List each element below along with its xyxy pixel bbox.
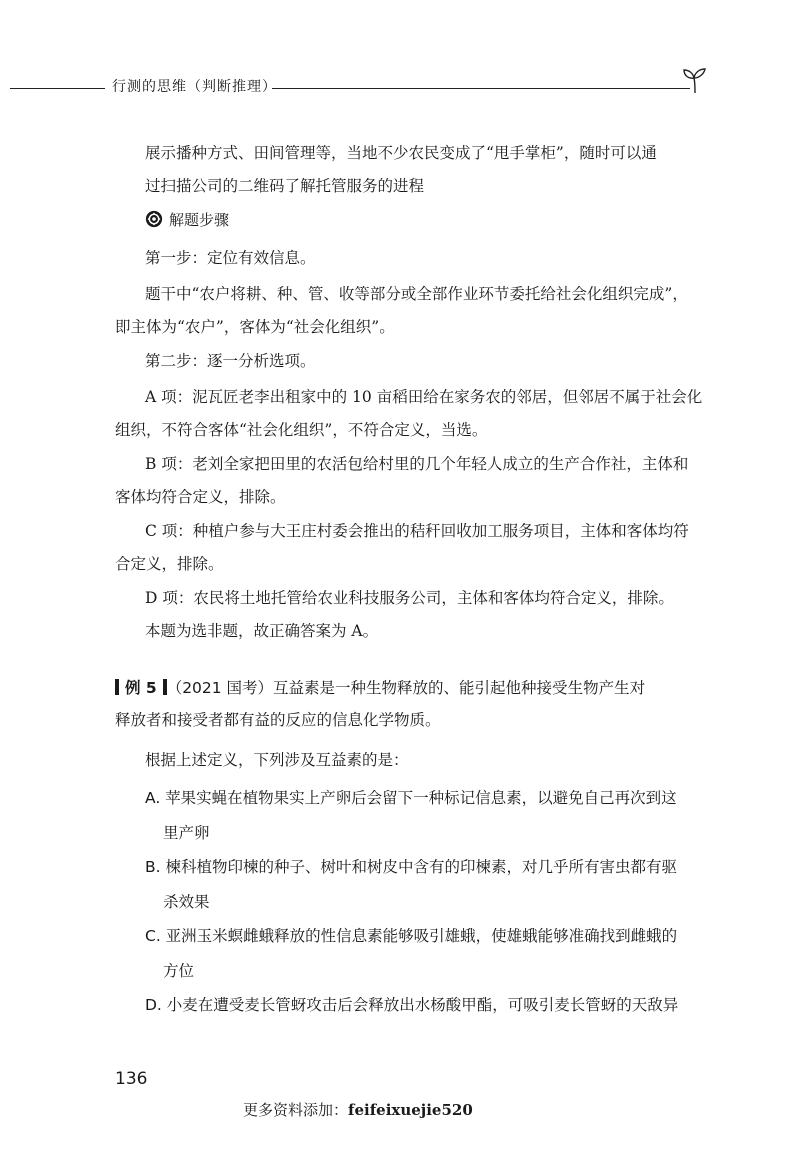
intro-line-2: 过扫描公司的二维码了解托管服务的进程 bbox=[145, 177, 425, 195]
gear-icon bbox=[145, 210, 163, 228]
header-rule-left bbox=[10, 88, 105, 89]
step-1: 第一步：定位有效信息。 bbox=[145, 249, 316, 267]
option-c-line-1: C. 亚洲玉米螟雌蛾释放的性信息素能够吸引雄蛾，使雄蛾能够准确找到雌蛾的 bbox=[145, 927, 678, 945]
example-text-line-1: （2021 国考）互益素是一种生物释放的、能引起他种接受生物产生对 bbox=[166, 679, 646, 697]
analysis-a-line-1: A 项：泥瓦匠老李出租家中的 10 亩稻田给在家务农的邻居，但邻居不属于社会化 bbox=[145, 388, 703, 406]
header-title: 行测的思维（判断推理） bbox=[112, 79, 277, 95]
footer-note bbox=[243, 1099, 473, 1120]
option-c-line-2: 方位 bbox=[163, 962, 195, 980]
option-b-line-1: B. 楝科植物印楝的种子、树叶和树皮中含有的印楝素，对几乎所有害虫都有驱 bbox=[145, 858, 677, 876]
step-2: 第二步：逐一分析选项。 bbox=[145, 352, 316, 370]
option-d-line-1: D. 小麦在遭受麦长管蚜攻击后会释放出水杨酸甲酯，可吸引麦长管蚜的天敌异 bbox=[145, 996, 679, 1014]
page-header bbox=[0, 72, 800, 102]
analysis-b-line-2: 客体均符合定义，排除。 bbox=[115, 488, 286, 506]
footer-contact: feifeixuejie520 bbox=[348, 1101, 473, 1119]
page-number: 136 bbox=[115, 1069, 148, 1089]
answer-line: 本题为选非题，故正确答案为 A。 bbox=[145, 622, 379, 640]
example-heading bbox=[115, 676, 645, 698]
analysis-d-line-1: D 项：农民将土地托管给农业科技服务公司，主体和客体均符合定义，排除。 bbox=[145, 589, 674, 607]
steps-heading bbox=[145, 209, 229, 235]
analysis-c-line-2: 合定义，排除。 bbox=[115, 555, 224, 573]
header-rule-right bbox=[272, 88, 690, 89]
footer-prefix: 更多资料添加： bbox=[243, 1101, 349, 1119]
example-label: 例 5 bbox=[125, 679, 157, 697]
example-bar-left bbox=[115, 679, 119, 695]
analysis-c-line-1: C 项：种植户参与大王庄村委会推出的秸秆回收加工服务项目，主体和客体均符 bbox=[145, 522, 689, 540]
analysis-b-line-1: B 项：老刘全家把田里的农活包给村里的几个年轻人成立的生产合作社，主体和 bbox=[145, 455, 689, 473]
option-a-line-1: A. 苹果实蝇在植物果实上产卵后会留下一种标记信息素，以避免自己再次到这 bbox=[145, 789, 677, 807]
example-question: 根据上述定义，下列涉及互益素的是： bbox=[145, 751, 409, 769]
option-b-line-2: 杀效果 bbox=[163, 893, 210, 911]
intro-line-1: 展示播种方式、田间管理等，当地不少农民变成了“甩手掌柜”，随时可以通 bbox=[145, 144, 657, 162]
sprout-icon bbox=[682, 66, 708, 94]
option-a-line-2: 里产卵 bbox=[163, 824, 210, 842]
steps-title: 解题步骤 bbox=[169, 211, 230, 229]
example-text-line-2: 释放者和接受者都有益的反应的信息化学物质。 bbox=[115, 711, 441, 729]
desc-line-1: 题干中“农户将耕、种、管、收等部分或全部作业环节委托给社会化组织完成”， bbox=[145, 285, 688, 303]
desc-line-2: 即主体为“农户”，客体为“社会化组织”。 bbox=[115, 318, 395, 336]
analysis-a-line-2: 组织，不符合客体“社会化组织”，不符合定义，当选。 bbox=[115, 421, 488, 439]
